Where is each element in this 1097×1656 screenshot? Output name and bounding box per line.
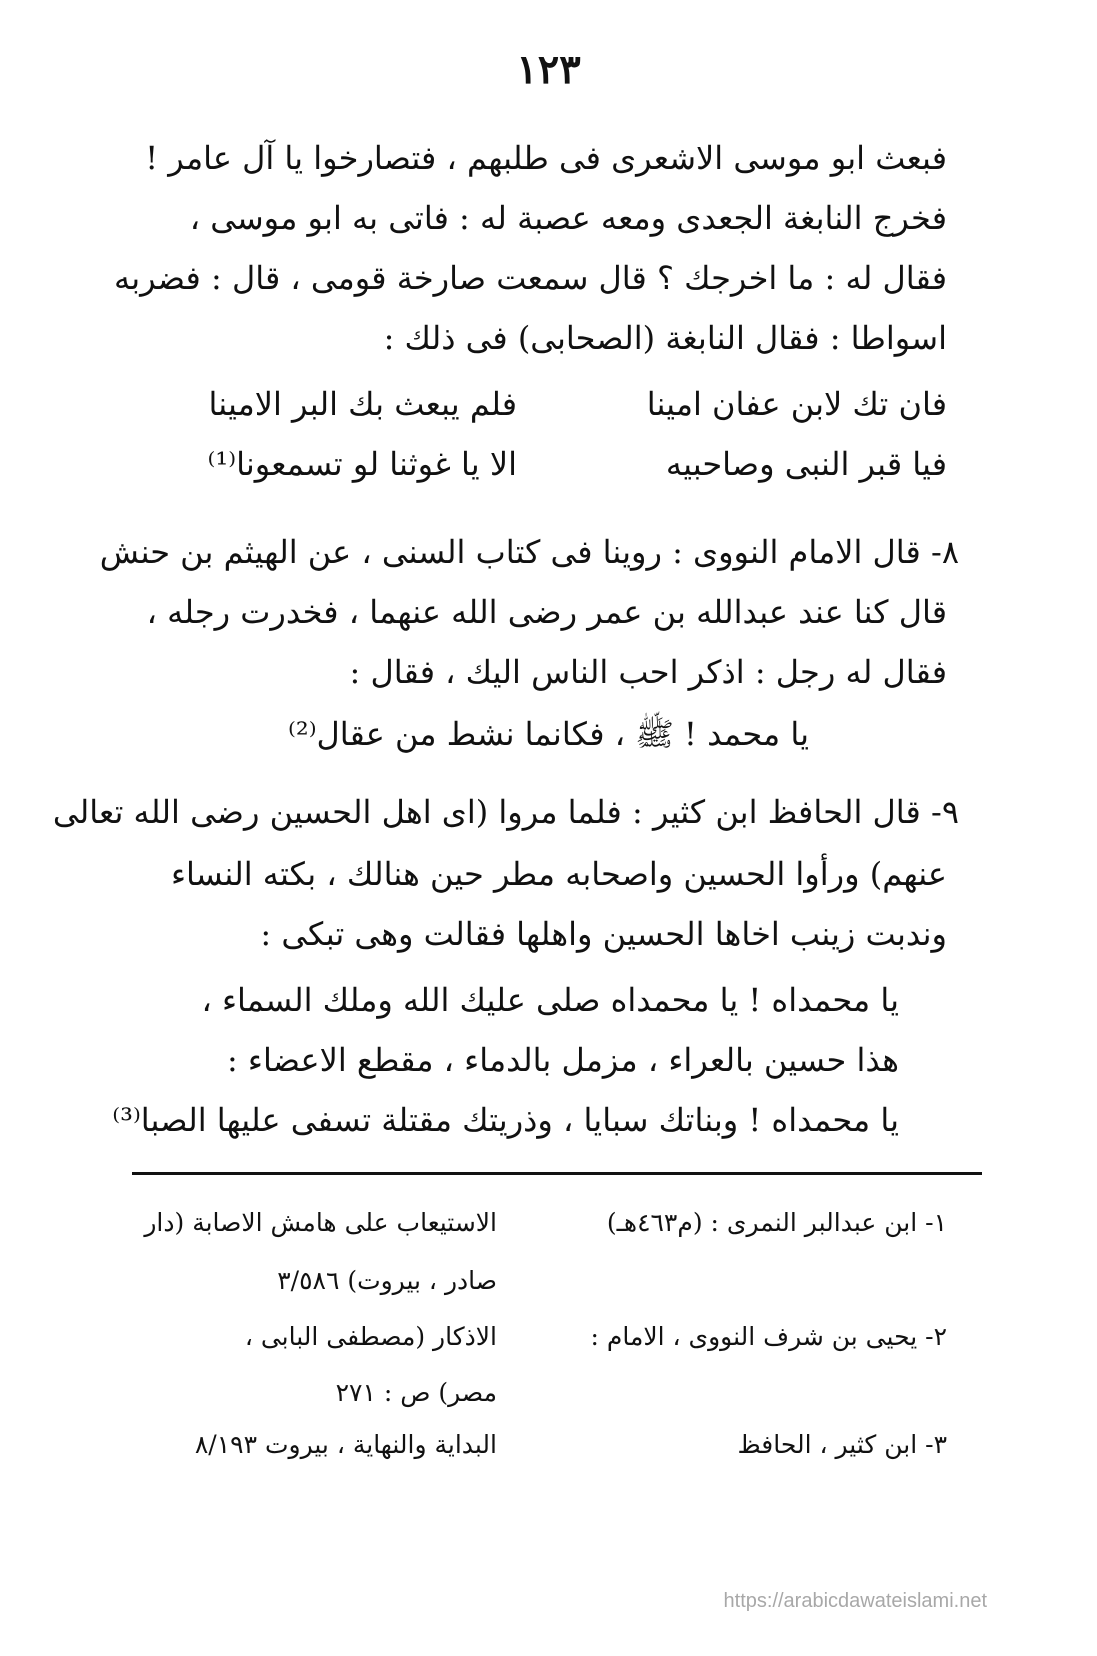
paragraph-9-line: عنهم) ورأوا الحسين واصحابه مطر حين هنالك ، بكته النساء bbox=[170, 855, 947, 893]
footnote-divider bbox=[132, 1172, 982, 1175]
body-line: فبعث ابو موسى الاشعرى فى طلبهم ، فتصارخوا يا آل عامر ! bbox=[145, 139, 947, 177]
body-line: اسواطا : فقال النابغة (الصحابى) فى ذلك : bbox=[383, 319, 947, 357]
footnote-source: صادر ، بيروت) ٣/٥٨٦ bbox=[277, 1266, 497, 1295]
paragraph-9-line: ٩- قال الحافظ ابن كثير : فلما مروا (اى اهل الحسين رضى الله تعالى bbox=[52, 793, 959, 831]
poem-hemistich-left: الا يا غوثنا لو تسمعونا⁽¹⁾ bbox=[207, 445, 517, 483]
lament-line: هذا حسين بالعراء ، مزمل بالدماء ، مقطع الاعضاء : bbox=[226, 1041, 899, 1079]
quote-line: يا محمد ! ﷺ ، فكانما نشط من عقال⁽²⁾ bbox=[288, 715, 809, 753]
paragraph-9-line: وندبت زينب اخاها الحسين واهلها فقالت وهى تبكى : bbox=[260, 915, 947, 953]
footnote-source: البداية والنهاية ، بيروت ٨/١٩٣ bbox=[194, 1430, 497, 1459]
footnote-author: ١- ابن عبدالبر النمرى : (م٤٦٣هـ) bbox=[606, 1208, 947, 1237]
paragraph-8-line: ٨- قال الامام النووى : روينا فى كتاب السنى ، عن الهيثم بن حنش bbox=[99, 533, 959, 571]
poem-hemistich-right: فيا قبر النبى وصاحبيه bbox=[665, 445, 947, 483]
paragraph-8-line: قال كنا عند عبدالله بن عمر رضى الله عنهما ، فخدرت رجله ، bbox=[146, 593, 947, 631]
footnote-source: مصر) ص : ٢٧١ bbox=[335, 1378, 497, 1407]
body-line: فقال له : ما اخرجك ؟ قال سمعت صارخة قومى ، قال : فضربه bbox=[114, 259, 947, 297]
poem-hemistich-right: فان تك لابن عفان امينا bbox=[646, 385, 947, 423]
footnote-author: ٢- يحيى بن شرف النووى ، الامام : bbox=[590, 1322, 947, 1351]
footnote-author: ٣- ابن كثير ، الحافظ bbox=[737, 1430, 947, 1459]
paragraph-8-line: فقال له رجل : اذكر احب الناس اليك ، فقال : bbox=[349, 653, 947, 691]
page-number: ١٢٣ bbox=[516, 46, 581, 93]
footnote-source: الاذكار (مصطفى البابى ، bbox=[244, 1322, 497, 1351]
poem-hemistich-left: فلم يبعث بك البر الامينا bbox=[208, 385, 517, 423]
source-watermark-url: https://arabicdawateislami.net bbox=[723, 1590, 987, 1612]
footnote-source: الاستيعاب على هامش الاصابة (دار bbox=[144, 1208, 497, 1237]
lament-line: يا محمداه ! يا محمداه صلى عليك الله وملك السماء ، bbox=[201, 981, 899, 1019]
lament-line: يا محمداه ! وبناتك سبايا ، وذريتك مقتلة تسفى عليها الصبا⁽³⁾ bbox=[112, 1101, 899, 1139]
body-line: فخرج النابغة الجعدى ومعه عصبة له : فاتى به ابو موسى ، bbox=[189, 199, 947, 237]
